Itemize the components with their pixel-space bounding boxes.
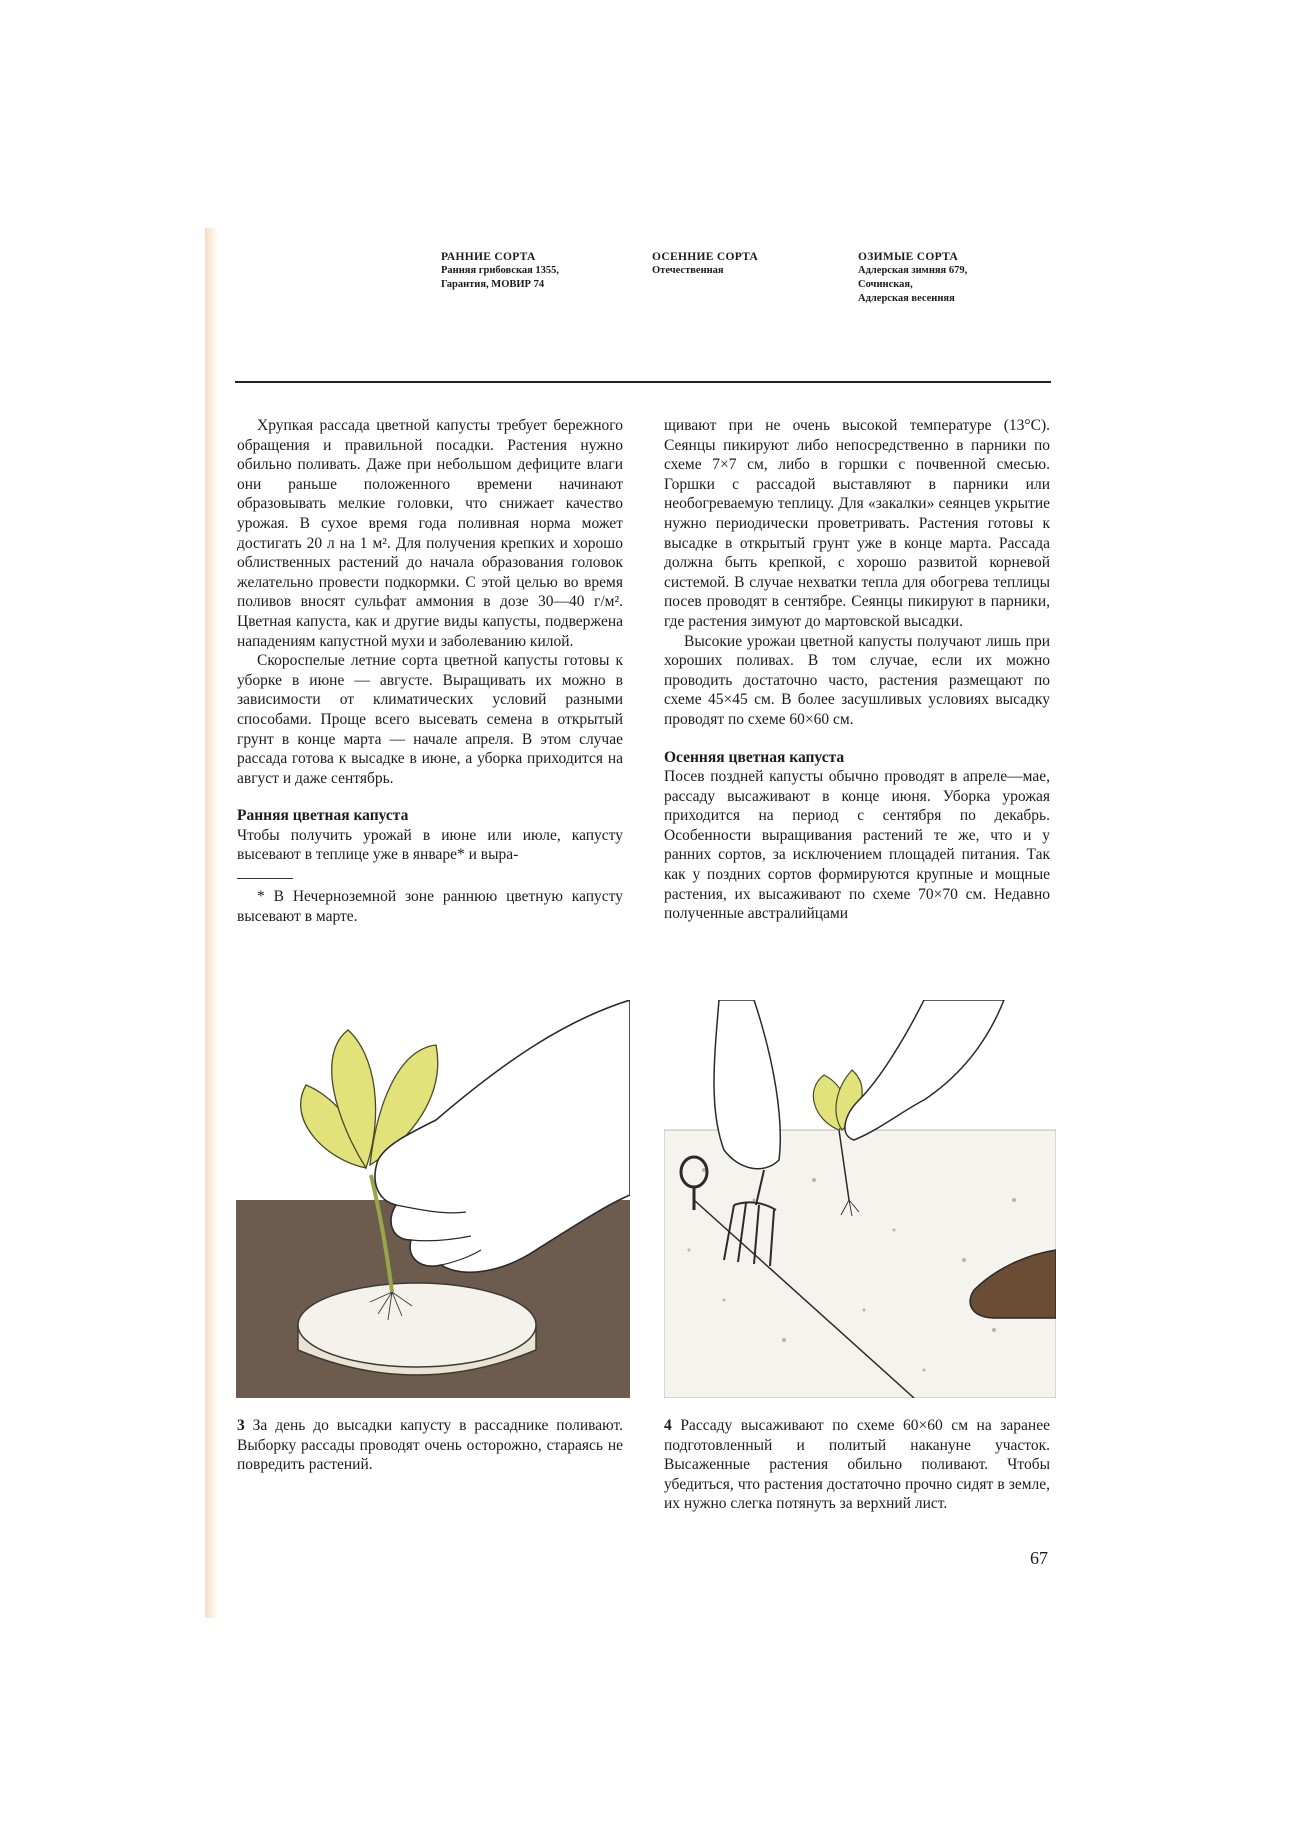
variety-line: Адлерская весенняя xyxy=(858,293,955,304)
seed-tray xyxy=(298,1283,536,1375)
caption-text: За день до высадки капусту в рассаднике поливают. Выборку рассады проводят очень осторожно, стараясь не повредить растений. xyxy=(237,1417,623,1474)
paragraph: Чтобы получить урожай в июне или июле, капусту высевают в теплице уже в январе* и выра- xyxy=(237,826,623,864)
variety-line: Ранняя грибовская 1355, xyxy=(441,265,560,276)
variety-line: Отечественная xyxy=(652,265,724,276)
figure-4-illustration xyxy=(664,1000,1056,1398)
figure-4-caption xyxy=(664,1416,1050,1514)
variety-heading: ОСЕННИЕ СОРТА xyxy=(652,251,759,263)
variety-heading: РАННИЕ СОРТА xyxy=(441,251,536,263)
scan-edge xyxy=(205,228,219,1618)
header-rule xyxy=(235,381,1051,383)
figure-3-caption xyxy=(237,1416,623,1475)
hand-right xyxy=(845,1000,1004,1140)
text-column-right xyxy=(664,416,1050,924)
paragraph: Высокие урожаи цветной капусты получают лишь при хороших поливах. В том случае, если их можно проводить достаточно часто, растения размещают по схеме 45×45 см. В более засушливых условиях высадку проводят по схеме 60×60 см. xyxy=(664,632,1050,728)
hand-left xyxy=(714,1000,780,1169)
footnote: * В Нечерноземной зоне раннюю цветную капусту высевают в марте. xyxy=(237,888,623,925)
section-heading: Осенняя цветная капуста xyxy=(664,748,845,766)
text-column-left xyxy=(237,416,623,926)
paragraph: Посев поздней капусты обычно проводят в апреле—мае, рассаду высаживают в конце июня. Уборка урожая приходится на период с сентября по декабрь. Особенности выращивания растений те же, что и у ранних сортов, за исключением площадей питания. Так как у поздних сортов формируются крупные и мощные растения, их высаживают по схеме 70×70 см. Недавно полученные австралийцами xyxy=(664,768,1050,923)
variety-line: Сочинская, xyxy=(858,279,913,290)
soil-bed xyxy=(664,1130,1056,1398)
figure-number: 3 xyxy=(237,1417,245,1434)
variety-line: Гарантия, МОВИР 74 xyxy=(441,279,545,290)
figure-3-illustration xyxy=(236,1000,630,1398)
figure-number: 4 xyxy=(664,1417,672,1434)
variety-winter xyxy=(858,250,1048,306)
variety-autumn xyxy=(652,250,822,278)
footnote-rule xyxy=(237,878,293,879)
variety-heading: ОЗИМЫЕ СОРТА xyxy=(858,251,959,263)
variety-early xyxy=(441,250,611,292)
paragraph: Хрупкая рассада цветной капусты требует бережного обращения и правильной посадки. Растения нужно обильно поливать. Даже при небольшом дефиците влаги они раньше положенного времени начинают образовывать мелкие головки, что снижает качество урожая. В сухое время года поливная норма может достигать 20 л на 1 м². Для получения крепких и хорошо облиственных растений до начала образования головок желательно провести подкормки. С этой целью во время поливов вносят сульфат аммония в дозе 30—40 г/м². Цветная капуста, как и другие виды капусты, подвержена нападениям капустной мухи и заболеванию килой. xyxy=(237,417,623,650)
caption-text: Рассаду высаживают по схеме 60×60 см на заранее подготовленный и политый накануне участок. Высаженные растения обильно поливают. Чтобы убедиться, что растения достаточно прочно сидят в земле, их нужно слегка потянуть за верхний лист. xyxy=(664,1417,1050,1513)
section-heading: Ранняя цветная капуста xyxy=(237,807,409,825)
paragraph: Скороспелые летние сорта цветной капусты готовы к уборке в июне — августе. Выращивать их можно в зависимости от климатических условий разными способами. Проще всего высевать семена в открытый грунт в конце марта — начале апреля. В этом случае рассада готова к высадке в июне, а уборка приходится на август и даже сентябрь. xyxy=(237,652,623,787)
page-number: 67 xyxy=(1030,1548,1048,1568)
variety-line: Адлерская зимняя 679, xyxy=(858,265,968,276)
paragraph: щивают при не очень высокой температуре (13°С). Сеянцы пикируют либо непосредственно в парники по схеме 7×7 см, либо в горшки с почвенной смесью. Горшки с рассадой выставляют в парники или необогреваемую теплицу. Для «закалки» сеянцев укрытие нужно периодически проветривать. Растения готовы к высадке в открытый грунт уже в конце марта. Рассада должна быть крепкой, с хорошо развитой корневой системой. В случае нехватки тепла для обогрева теплицы посев проводят в сентябре. Сеянцы пикируют в парники, где растения зимуют до мартовской высадки. xyxy=(664,417,1050,630)
